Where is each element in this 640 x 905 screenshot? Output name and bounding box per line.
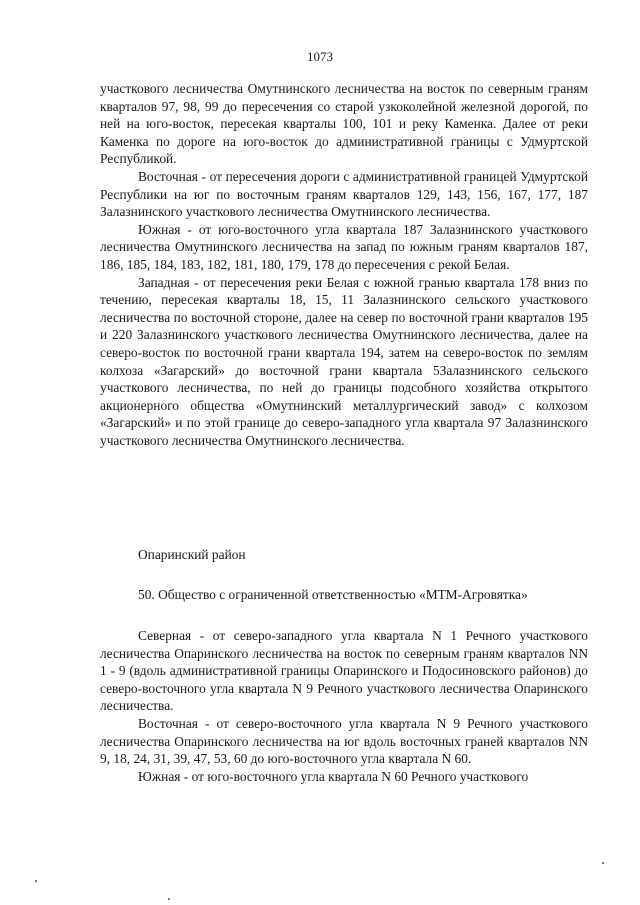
boundary-description-block [100,80,588,449]
scan-speck [168,898,170,900]
organization-heading: 50. Общество с ограниченной ответственностью «МТМ-Агровятка» [138,587,528,602]
scan-speck [35,880,37,882]
paragraph-north-boundary: Северная - от северо-западного угла квартала N 1 Речного участкового лесничества Опаринского лесничества на восток по северным граням кварталов NN 1 - 9 (вдоль административной границы Опаринского и Подосиновского районов) до северо-восточного угла квартала N 9 Речного участкового лесничества Опаринского лесничества. [100,628,588,714]
paragraph-south-boundary-2: Южная - от юго-восточного угла квартала N 60 Речного участкового [138,768,529,784]
paragraph-west-boundary: Западная - от пересечения реки Белая с южной гранью квартала 178 вниз по течению, пересекая кварталы 18, 15, 11 Залазнинского сельского участкового лесничества по восточной стороне, далее на север по восточной грани кварталов 195 и 220 Залазнинского участкового лесничества Омутнинского лесничества, далее на северо-восток по восточной грани квартала 194, затем на северо-восток по землям колхоза «Загарский» до восточной грани квартала 5Залазнинского сельского участкового лесничества, по ней до границы подсобного хозяйства открытого акционерного общества «Омутнинский металлургический завод» с колхозом «Загарский» и по этой границе до северо-западного угла квартала 97 Залазнинского участкового лесничества Омутнинского лесничества. [100,274,588,448]
paragraph-south-boundary: Южная - от юго-восточного угла квартала 187 Залазнинского участкового лесничества Омутнинского лесничества на запад по южным граням кварталов 187, 186, 185, 184, 183, 182, 181, 180, 179, 178 до пересечения с рекой Белая. [100,221,588,272]
paragraph-continuation: участкового лесничества Омутнинского лесничества на восток по северным граням кварталов 97, 98, 99 до пересечения со старой узкоколейной железной дорогой, по ней на юго-восток, пересекая кварталы 100, 101 и реку Каменка. Далее от реки Каменка по дороге на юго-восток до административной границы с Удмуртской Республикой. [100,81,588,167]
scan-speck [602,862,604,864]
page-number: 1073 [307,49,333,64]
paragraph-east-boundary-2: Восточная - от северо-восточного угла квартала N 9 Речного участкового лесничества Опаринского лесничества на юг вдоль восточных граней кварталов NN 9, 18, 24, 31, 39, 47, 53, 60 до юго-восточного угла квартала N 60. [100,715,588,767]
paragraph-east-boundary: Восточная - от пересечения дороги с административной границей Удмуртской Республики на юг по восточным граням кварталов 129, 143, 156, 167, 177, 187 Залазнинского участкового лесничества Омутнинского лесничества. [100,168,588,220]
district-heading: Опаринский район [138,547,246,562]
organization-boundary-block [100,627,588,785]
